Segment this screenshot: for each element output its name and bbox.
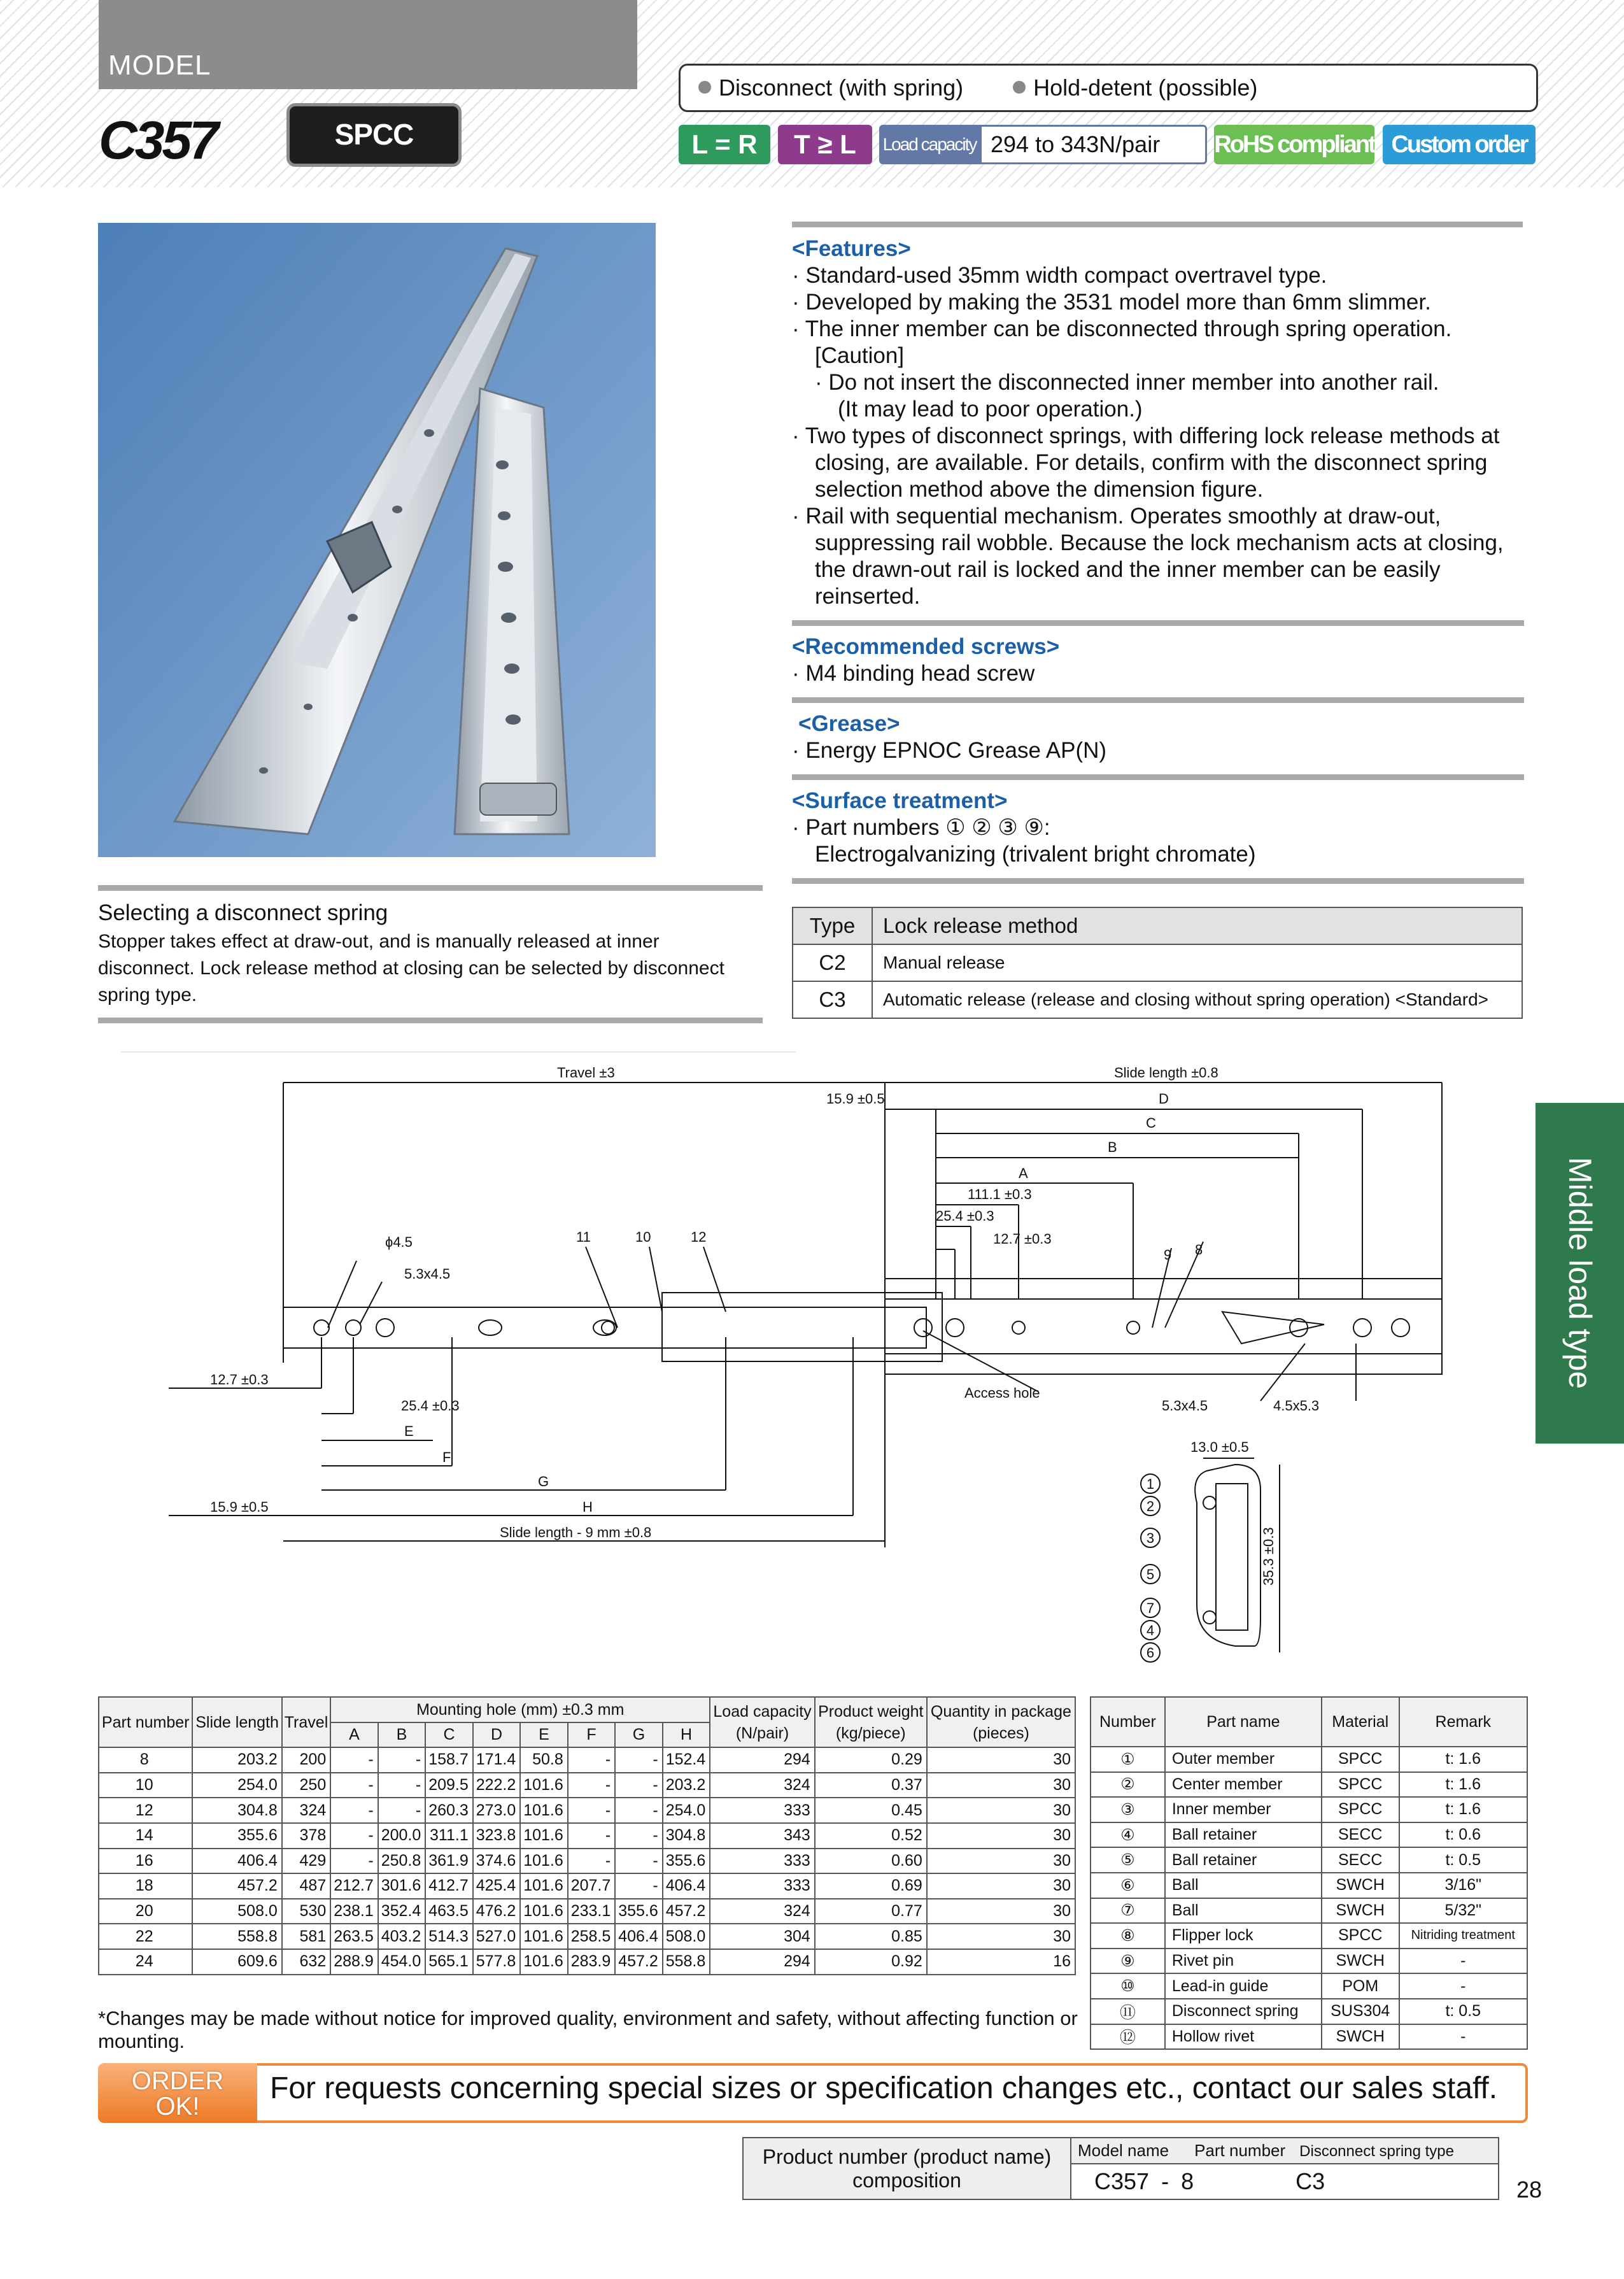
table-row: ⑥ Ball SWCH 3/16" — [1091, 1873, 1527, 1898]
grease-item: · Energy EPNOC Grease AP(N) — [792, 738, 1107, 763]
table-row: 20 508.0 530 238.1 352.4 463.5 476.2 101.6 233.1 355.6 457.2 324 0.77 30 — [99, 1899, 1075, 1924]
dim-F: F — [442, 1449, 451, 1465]
surface-detail: Electrogalvanizing (trivalent bright chromate) — [815, 842, 1256, 867]
dim-12-7-top: 12.7 ±0.3 — [993, 1231, 1052, 1247]
h-travel: Travel — [282, 1697, 331, 1747]
table-row: 18 457.2 487 212.7 301.6 412.7 425.4 101.6 207.7 - 406.4 333 0.69 30 — [99, 1873, 1075, 1899]
features-title: <Features> — [792, 236, 911, 261]
dim-12-7-left: 12.7 ±0.3 — [210, 1372, 269, 1388]
product-number-table: Product number (product name) composition Model name Part number Disconnect spring type C357 - 8 C3 — [742, 2137, 1499, 2200]
dim-G: G — [538, 1473, 549, 1489]
section-callout: 6 — [1146, 1645, 1155, 1661]
h-part: Part number — [99, 1697, 192, 1747]
dim-15-9-top: 15.9 ±0.5 — [826, 1091, 885, 1107]
label-4-5x5-3: 4.5x5.3 — [1273, 1398, 1320, 1414]
grease-title: <Grease> — [798, 711, 900, 736]
note: *Changes may be made without notice for improved quality, environment and safety, without affecting function or mounting. — [98, 2007, 1078, 2052]
dimension-drawing — [115, 1044, 1515, 1681]
table-row: 14 355.6 378 - 200.0 311.1 323.8 101.6 - - 304.8 343 0.52 30 — [99, 1823, 1075, 1849]
dim-C: C — [1146, 1115, 1156, 1131]
feature-item: · Rail with sequential mechanism. Operates smoothly at draw-out, suppressing rail wobble. Because the lock mechanism acts at closing, the drawn-out rail is locked and the inner member can be easily reinserted. — [792, 504, 1504, 609]
model-name: C357 — [99, 110, 216, 170]
feature-item: · Two types of disconnect springs, with differing lock release methods at closing, are available. For details, confirm with the disconnect spring selection method above the dimension figure. — [792, 423, 1500, 502]
caution-item: · Do not insert the disconnected inner member into another rail. — [815, 370, 1439, 395]
pn-h-spring: Disconnect spring type — [1299, 2143, 1454, 2160]
callout-8: 8 — [1195, 1242, 1203, 1258]
dimensions-table: Part number Slide length Travel Mounting hole (mm) ±0.3 mm Load capacity (N/pair) Product weight (kg/piece) Quantity in package (pieces) A B C D E F G H 8 203.2 200 - - 158.7 171.4 50.8 - - 152.4 294 0.29 30 10 254.0 250 - - 209.5 222.2 101.6 - - 203.2 324 0.37 30 12 304.8 324 - - 260.3 273.0 101.6 - - 254.0 333 0.45 30 14 355.6 378 - 200.0 311.1 323.8 101.6 - - 304.8 343 0.52 30 16 406.4 429 - 250.8 361.9 374.6 101.6 - - 355.6 333 0.60 30 18 457.2 487 212.7 301.6 412.7 425.4 101.6 207.7 - 406.4 333 0.69 30 20 508.0 530 238.1 352.4 463.5 476.2 101.6 233.1 355.6 457.2 324 0.77 30 22 558.8 581 263.5 403.2 514.3 527.0 101.6 258.5 406.4 508.0 304 0.85 30 24 609.6 632 288.9 454.0 565.1 577.8 101.6 283.9 457.2 558.8 294 0.92 16 — [98, 1696, 1076, 1975]
pn-spring: C3 — [1296, 2168, 1325, 2194]
order-ok-badge: ORDER OK! — [98, 2063, 257, 2123]
callout-11: 11 — [576, 1229, 591, 1245]
dim-111-1: 111.1 ±0.3 — [968, 1186, 1032, 1202]
table-row: ② Center member SPCC t: 1.6 — [1091, 1772, 1527, 1798]
table-row: 12 304.8 324 - - 260.3 273.0 101.6 - - 254.0 333 0.45 30 — [99, 1798, 1075, 1823]
badge-rohs: RoHS compliant — [1214, 125, 1374, 164]
table-row: 16 406.4 429 - 250.8 361.9 374.6 101.6 - - 355.6 333 0.60 30 — [99, 1849, 1075, 1874]
dim-25-4-top: 25.4 ±0.3 — [936, 1208, 994, 1224]
table-row: ④ Ball retainer SECC t: 0.6 — [1091, 1822, 1527, 1848]
dim-15-9-left: 15.9 ±0.5 — [210, 1499, 269, 1515]
callout-10: 10 — [635, 1229, 651, 1245]
dim-slot: 5.3x4.5 — [404, 1266, 451, 1282]
screws-title: <Recommended screws> — [792, 634, 1060, 659]
feature-item: · The inner member can be disconnected through spring operation. — [792, 316, 1452, 341]
dim-35-3: 35.3 ±0.3 — [1260, 1527, 1276, 1586]
feature-item: · Standard-used 35mm width compact overtravel type. — [792, 263, 1327, 288]
material-badge: SPCC — [286, 103, 462, 167]
table-row: ⑨ Rivet pin SWCH - — [1091, 1949, 1527, 1974]
table-row: ⑧ Flipper lock SPCC Nitriding treatment — [1091, 1923, 1527, 1949]
feature-disconnect: Disconnect (with spring) — [719, 75, 964, 101]
label-access-hole: Access hole — [964, 1385, 1040, 1401]
type-header: Type — [793, 907, 872, 944]
surface-item: · Part numbers ① ② ③ ⑨: — [792, 815, 1050, 840]
screw-item: · M4 binding head screw — [792, 661, 1035, 686]
table-row: ⑤ Ball retainer SECC t: 0.5 — [1091, 1847, 1527, 1873]
divider — [792, 878, 1524, 884]
badge-custom-order: Custom order — [1383, 125, 1536, 164]
parts-table: Number Part name Material Remark ① Outer member SPCC t: 1.6 ② Center member SPCC t: 1.6 ③ Inner member SPCC t: 1.6 ④ Ball retainer SECC t: 0.6 ⑤ Ball retainer SECC t: 0.5 ⑥ Ball SWCH 3/16" ⑦ Ball SWCH 5/32" ⑧ Flipper lock SPCC Nitriding treatment ⑨ Rivet pin SWCH - ⑩ Lead-in guide POM - ⑪ Disconnect spring SUS304 t: 0.5 ⑫ Hollow rivet SWCH - — [1090, 1696, 1528, 2050]
section-callout: 2 — [1146, 1498, 1155, 1514]
divider — [792, 697, 1524, 703]
divider — [98, 885, 763, 891]
dim-E: E — [404, 1423, 414, 1439]
dim-slide-length: Slide length ±0.8 — [1114, 1065, 1218, 1081]
product-photo — [98, 223, 656, 857]
table-row: ③ Inner member SPCC t: 1.6 — [1091, 1797, 1527, 1822]
dim-slide-minus-9: Slide length - 9 mm ±0.8 — [500, 1524, 652, 1540]
bullet-icon — [1013, 81, 1026, 94]
pn-h-part: Part number — [1194, 2141, 1286, 2160]
badge-l-equals-r: L = R — [679, 125, 770, 164]
table-row: 24 609.6 632 288.9 454.0 565.1 577.8 101.6 283.9 457.2 558.8 294 0.92 16 — [99, 1949, 1075, 1975]
h-mount: Mounting hole (mm) ±0.3 mm — [330, 1697, 710, 1722]
divider — [792, 222, 1523, 227]
divider — [792, 774, 1524, 780]
label-5-3x4-5: 5.3x4.5 — [1162, 1398, 1208, 1414]
pn-model: C357 — [1094, 2168, 1150, 2194]
table-row: C2 Manual release — [793, 944, 1522, 981]
table-row: 10 254.0 250 - - 209.5 222.2 101.6 - - 203.2 324 0.37 30 — [99, 1773, 1075, 1798]
order-text: For requests concerning special sizes or specification changes etc., contact our sales staff. — [270, 2071, 1498, 2105]
pn-part: 8 — [1181, 2168, 1194, 2194]
table-row: 22 558.8 581 263.5 403.2 514.3 527.0 101.6 258.5 406.4 508.0 304 0.85 30 — [99, 1924, 1075, 1949]
divider — [792, 620, 1524, 626]
section-callout: 3 — [1146, 1530, 1155, 1546]
type-table — [792, 907, 1523, 1019]
features-section — [792, 236, 1524, 884]
bullet-icon — [698, 81, 711, 94]
table-row: ① Outer member SPCC t: 1.6 — [1091, 1747, 1527, 1772]
page-number: 28 — [1516, 2176, 1543, 2203]
badge-load-capacity-value: 294 to 343N/pair — [980, 125, 1207, 164]
selecting-title: Selecting a disconnect spring — [98, 900, 388, 925]
dim-D: D — [1159, 1091, 1169, 1107]
table-row: ⑦ Ball SWCH 5/32" — [1091, 1898, 1527, 1924]
section-callout: 4 — [1146, 1622, 1155, 1638]
caution-title: [Caution] — [815, 343, 905, 368]
feature-item: · Developed by making the 3531 model more than 6mm slimmer. — [792, 290, 1431, 315]
feature-hold-detent: Hold-detent (possible) — [1033, 75, 1258, 101]
pn-label: Product number (product name) composition — [743, 2138, 1071, 2199]
dim-25-4-left: 25.4 ±0.3 — [401, 1398, 460, 1414]
h-weight: Product weight (kg/piece) — [815, 1697, 927, 1747]
callout-12: 12 — [691, 1229, 707, 1245]
table-row: ⑫ Hollow rivet SWCH - — [1091, 2024, 1527, 2050]
pn-h-model: Model name — [1078, 2141, 1169, 2160]
callout-9: 9 — [1164, 1247, 1172, 1263]
caution-note: (It may lead to poor operation.) — [838, 397, 1143, 422]
dim-H: H — [583, 1499, 593, 1515]
method-header: Lock release method — [872, 907, 1522, 944]
table-row: C3 Automatic release (release and closing without spring operation) <Standard> — [793, 981, 1522, 1018]
feature-summary-box — [679, 64, 1538, 112]
dim-travel: Travel ±3 — [557, 1065, 615, 1081]
table-row: 8 203.2 200 - - 158.7 171.4 50.8 - - 152.4 294 0.29 30 — [99, 1747, 1075, 1773]
side-tab-label: Middle load type — [1562, 1157, 1598, 1389]
h-load: Load capacity (N/pair) — [710, 1697, 815, 1747]
badge-t-ge-l: T ≥ L — [778, 125, 872, 164]
section-callout: 1 — [1146, 1476, 1155, 1492]
divider — [98, 1018, 763, 1023]
selecting-text: Stopper takes effect at draw-out, and is manually released at inner disconnect. Lock release method at closing can be selected by disconnect spring type. — [98, 931, 724, 1005]
table-row: ⑪ Disconnect spring SUS304 t: 0.5 — [1091, 1999, 1527, 2024]
surface-title: <Surface treatment> — [792, 788, 1008, 813]
section-callout: 5 — [1146, 1566, 1155, 1582]
dim-phi: ϕ4.5 — [385, 1234, 413, 1250]
section-callout: 7 — [1146, 1600, 1155, 1616]
h-qty: Quantity in package (pieces) — [927, 1697, 1075, 1747]
dim-B: B — [1108, 1139, 1117, 1155]
h-slide: Slide length — [192, 1697, 281, 1747]
badge-load-capacity-label: Load capacity — [879, 125, 980, 164]
model-label: MODEL — [108, 50, 211, 81]
dim-13-0: 13.0 ±0.5 — [1190, 1439, 1249, 1455]
dim-A: A — [1019, 1165, 1028, 1181]
table-row: ⑩ Lead-in guide POM - — [1091, 1973, 1527, 1999]
